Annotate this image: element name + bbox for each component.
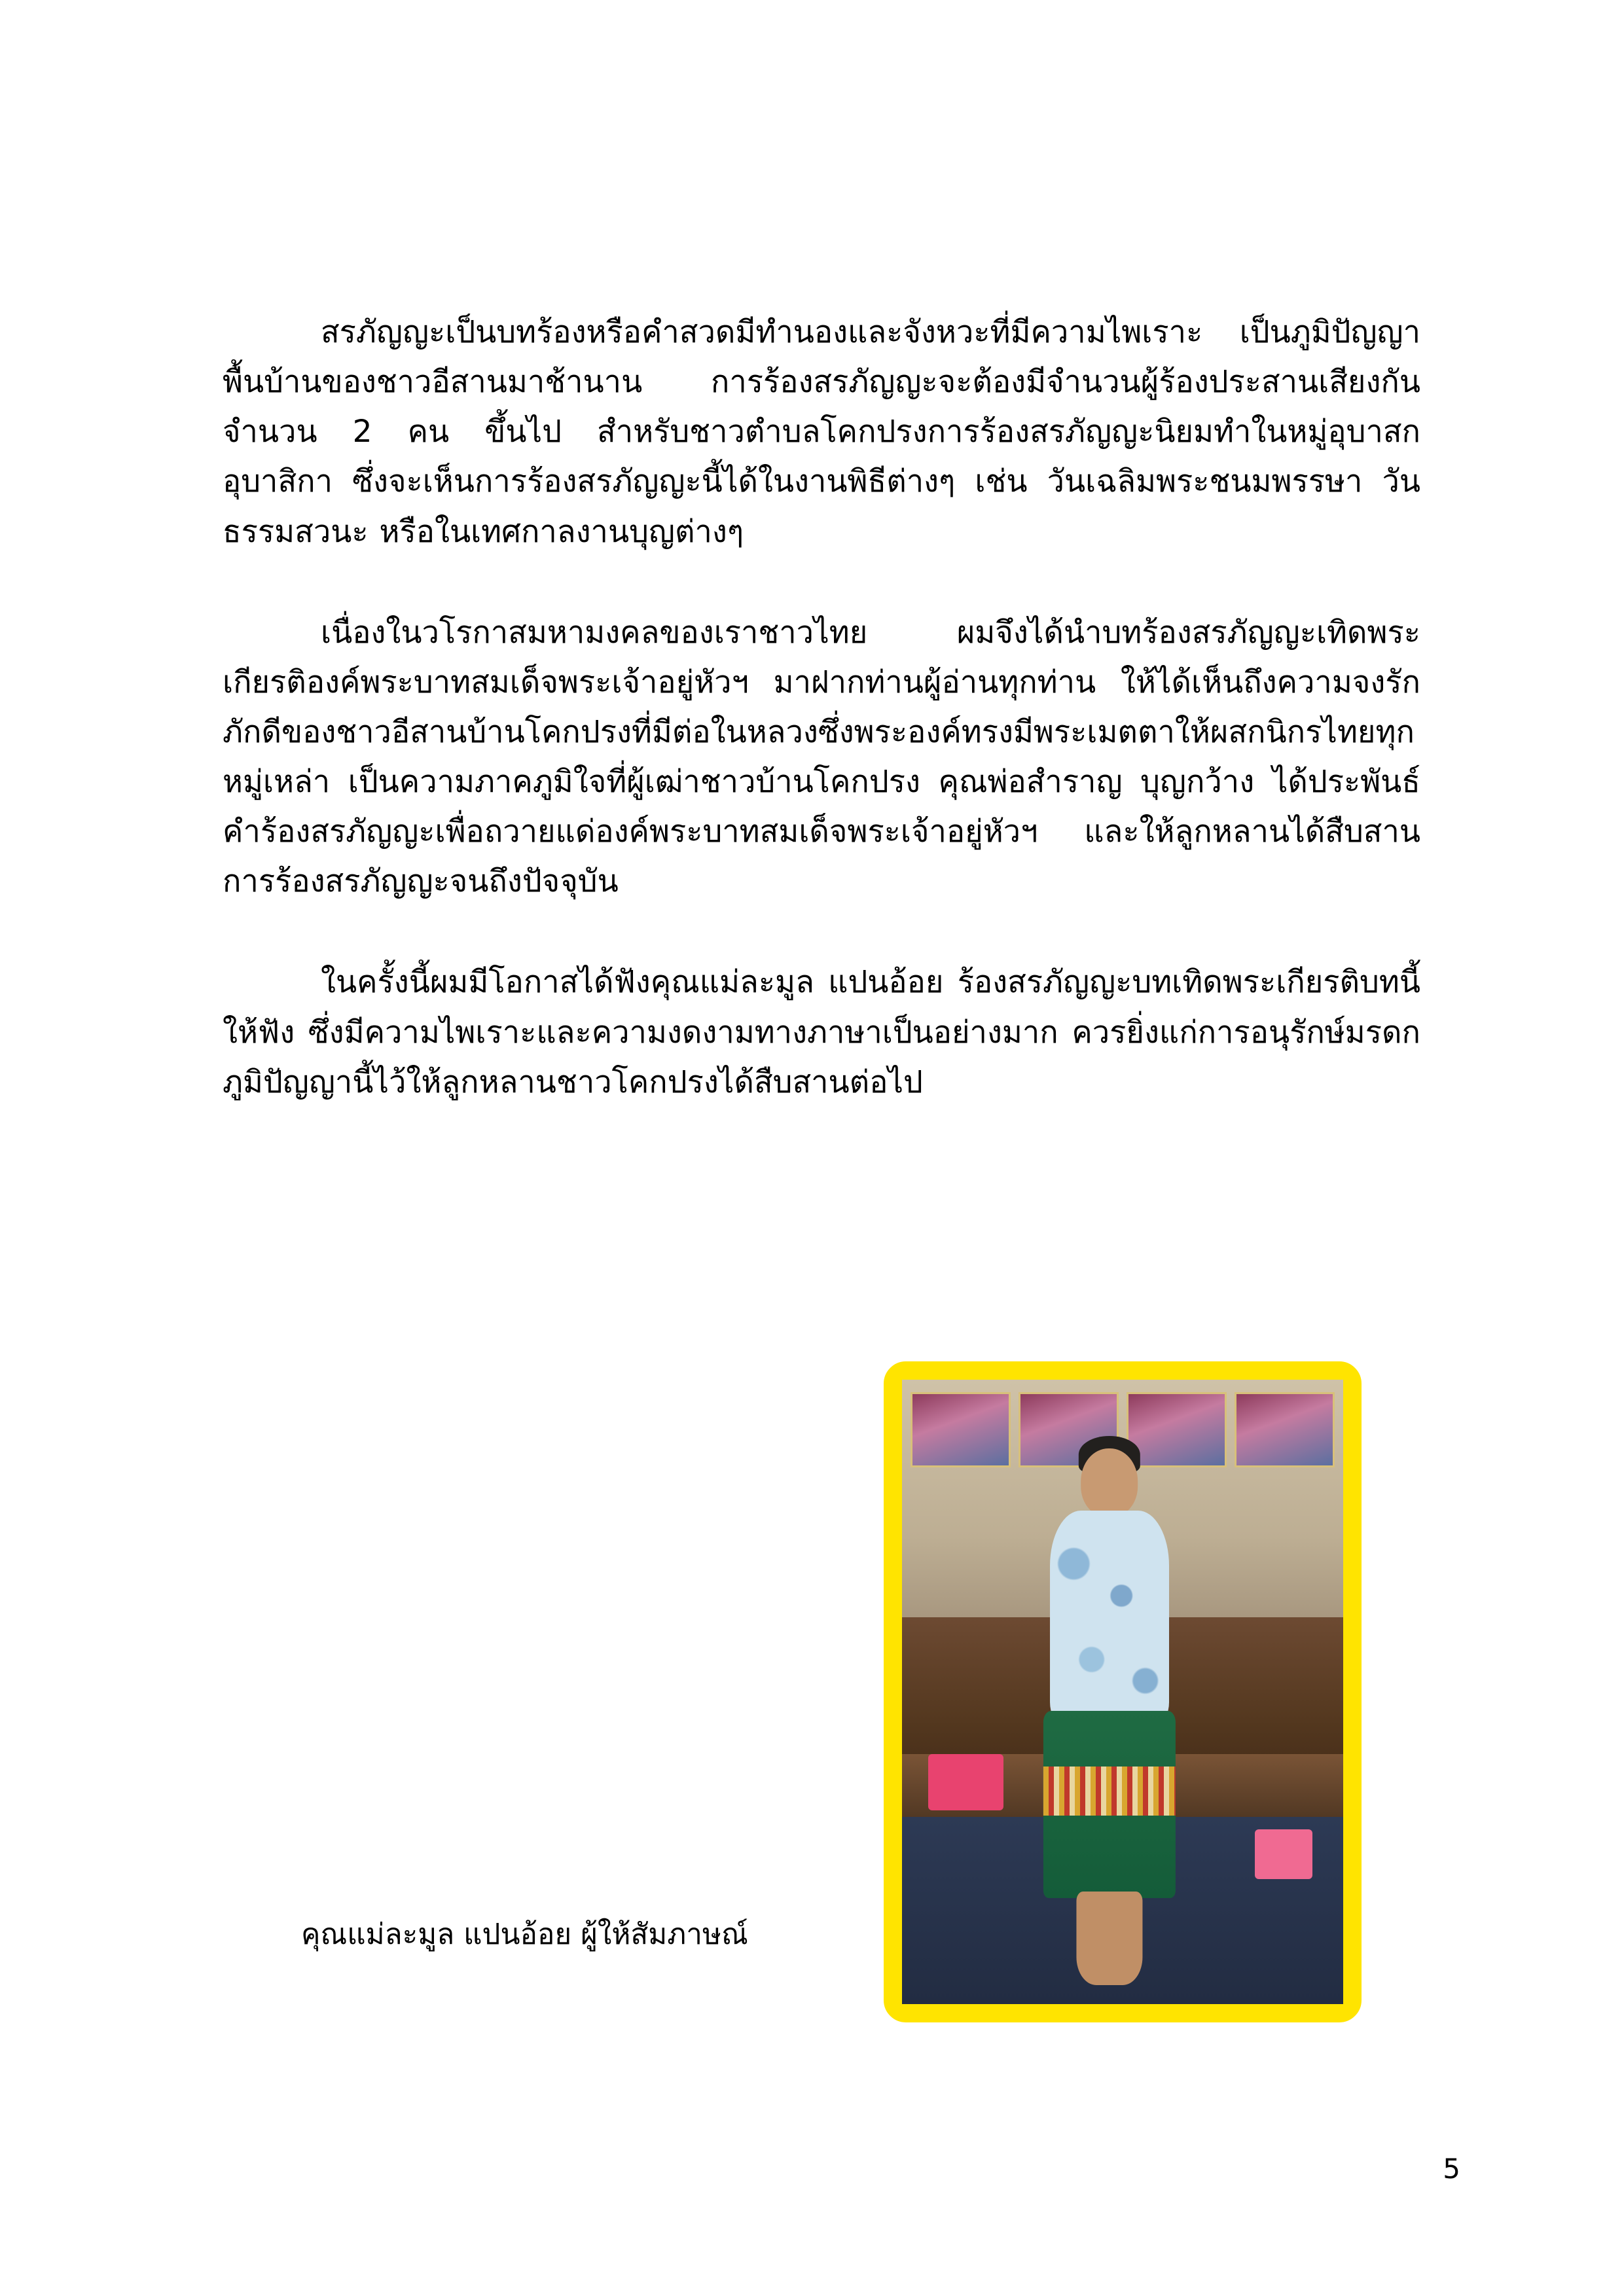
photo-person-shirt	[1050, 1511, 1169, 1723]
wall-picture	[1235, 1392, 1334, 1467]
paragraph-3: ในครั้งนี้ผมมีโอกาสได้ฟังคุณแม่ละมูล แปนอ้อย ร้องสรภัญญะบทเทิดพระเกียรติบทนี้ให้ฟัง ซึ่งมีความไพเราะและความงดงามทางภาษาเป็นอย่างมาก ควรยิ่งแก่การอนุรักษ์มรดกภูมิปัญญานี้ไว้ให้ลูกหลานชาวโคกปรงได้สืบสานต่อไป	[223, 964, 1420, 1100]
photo-basket	[1255, 1829, 1312, 1879]
paragraph-1: สรภัญญะเป็นบทร้องหรือคำสวดมีทำนองและจังหวะที่มีความไพเราะ เป็นภูมิปัญญาพื้นบ้านของชาวอีสานมาช้านาน การร้องสรภัญญะจะต้องมีจำนวนผู้ร้องประสานเสียงกัน จำนวน 2 คน ขึ้นไป สำหรับชาวตำบลโคกปรงการร้องสรภัญญะนิยมทำในหมู่อุบาสก อุบาสิกา ซึ่งจะเห็นการร้องสรภัญญะนี้ได้ในงานพิธีต่างๆ เช่น วันเฉลิมพระชนมพรรษา วันธรรมสวนะ หรือในเทศกาลงานบุญต่างๆ	[223, 314, 1420, 550]
paragraph-spacer	[223, 586, 1420, 608]
photo-person-legs	[1076, 1892, 1142, 1985]
photo-basket	[928, 1754, 1003, 1810]
body-text	[223, 308, 1420, 1136]
photo-frame	[884, 1361, 1362, 2022]
photo-image	[902, 1380, 1343, 2004]
paragraph-2: เนื่องในวโรกาสมหามงคลของเราชาวไทย ผมจึงได้นำบทร้องสรภัญญะเทิดพระเกียรติองค์พระบาทสมเด็จพระเจ้าอยู่หัวฯ มาฝากท่านผู้อ่านทุกท่าน ให้ได้เห็นถึงความจงรักภักดีของชาวอีสานบ้านโคกปรงที่มีต่อในหลวงซึ่งพระองค์ทรงมีพระเมตตาให้ผสกนิกรไทยทุกหมู่เหล่า เป็นความภาคภูมิใจที่ผู้เฒ่าชาวบ้านโคกปรง คุณพ่อสำราญ บุญกว้าง ได้ประพันธ์คำร้องสรภัญญะเพื่อถวายแด่องค์พระบาทสมเด็จพระเจ้าอยู่หัวฯ และให้ลูกหลานได้สืบสานการร้องสรภัญญะจนถึงปัจจุบัน	[223, 614, 1420, 900]
wall-picture	[911, 1392, 1010, 1467]
figure	[223, 1361, 1420, 2049]
paragraph-spacer	[223, 935, 1420, 958]
photo-person-skirt	[1043, 1711, 1176, 1898]
photo-person-head	[1081, 1448, 1138, 1517]
page-number: 5	[1443, 2153, 1460, 2185]
wall-picture	[1127, 1392, 1226, 1467]
photo-skirt-pattern	[1043, 1767, 1176, 1815]
figure-caption: คุณแม่ละมูล แปนอ้อย ผู้ให้สัมภาษณ์	[301, 1918, 748, 1951]
